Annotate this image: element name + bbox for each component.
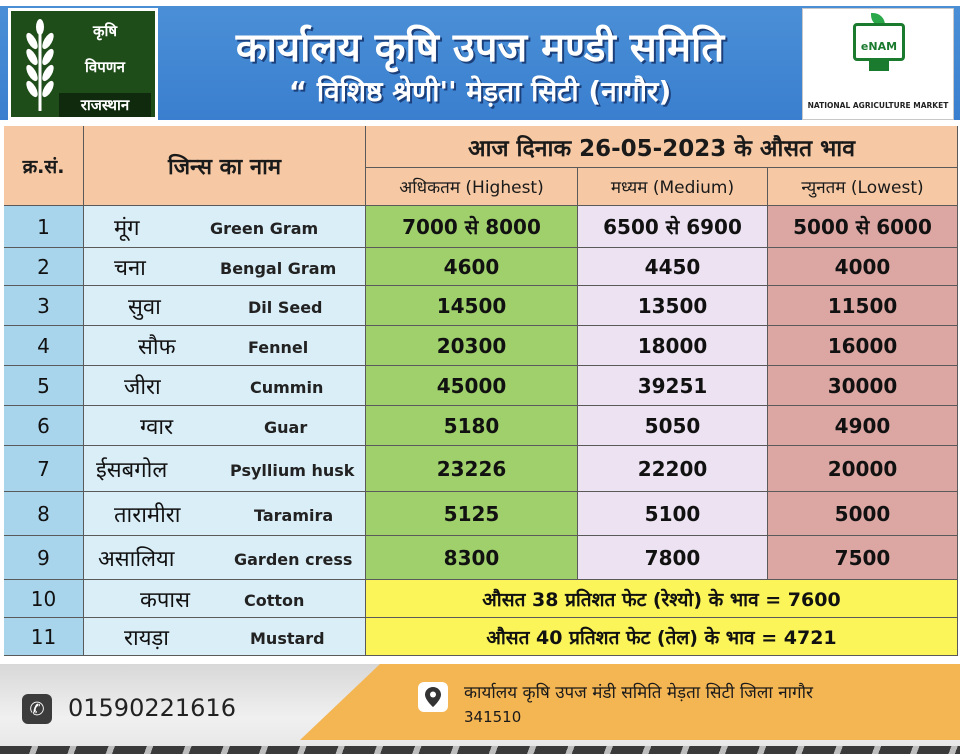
header-highest: अधिकतम (Highest): [366, 168, 578, 206]
lowest-price: 16000: [768, 326, 958, 366]
commodity-hindi-name: कपास: [140, 588, 190, 613]
lowest-price: 30000: [768, 366, 958, 406]
highest-price: 4600: [366, 248, 578, 286]
commodity-hindi-name: सुवा: [128, 295, 161, 320]
serial-number: 4: [4, 326, 84, 366]
medium-price: 5050: [578, 406, 768, 446]
monitor-stand: [869, 61, 889, 71]
commodity-english-name: Cummin: [250, 378, 324, 397]
commodity-name-cell: [84, 248, 366, 286]
commodity-english-name: Taramira: [254, 506, 334, 525]
lowest-price: 7500: [768, 536, 958, 580]
page-title: कार्यालय कृषि उपज मण्डी समिति: [235, 25, 725, 71]
commodity-name-cell: [84, 618, 366, 656]
highest-price: 20300: [366, 326, 578, 366]
enam-mark: eNAM: [860, 40, 898, 53]
commodity-hindi-name: असालिया: [98, 547, 175, 572]
medium-price: 5100: [578, 492, 768, 536]
header-commodity-name: जिन्स का नाम: [84, 126, 366, 206]
commodity-english-name: Psyllium husk: [230, 461, 355, 480]
lowest-price: 5000 से 6000: [768, 206, 958, 248]
medium-price: 7800: [578, 536, 768, 580]
header: [0, 0, 960, 126]
serial-number: 3: [4, 286, 84, 326]
commodity-name-cell: [84, 326, 366, 366]
highest-price: 23226: [366, 446, 578, 492]
commodity-english-name: Guar: [264, 418, 308, 437]
commodity-english-name: Green Gram: [210, 219, 319, 238]
location-pin-icon: [418, 682, 448, 712]
commodity-hindi-name: मूंग: [114, 216, 140, 241]
monitor-icon: [853, 23, 905, 61]
medium-price: 18000: [578, 326, 768, 366]
bottom-stripes: [0, 746, 960, 754]
highest-price: 7000 से 8000: [366, 206, 578, 248]
commodity-hindi-name: रायड़ा: [124, 626, 169, 651]
lowest-price: 4900: [768, 406, 958, 446]
serial-number: 8: [4, 492, 84, 536]
serial-number: 5: [4, 366, 84, 406]
lowest-price: 4000: [768, 248, 958, 286]
commodity-name-cell: [84, 536, 366, 580]
commodity-name-cell: [84, 206, 366, 248]
commodity-hindi-name: सौफ: [138, 335, 176, 360]
highest-price: 14500: [366, 286, 578, 326]
address-line-1: कार्यालय कृषि उपज मंडी समिति मेड़ता सिटी जिला नागौर: [464, 683, 813, 703]
medium-price: 22200: [578, 446, 768, 492]
medium-price: 13500: [578, 286, 768, 326]
wheat-icon: [17, 17, 63, 113]
commodity-name-cell: [84, 286, 366, 326]
enam-full-name: NATIONAL AGRICULTURE MARKET: [807, 101, 949, 110]
address-line-2: 341510: [464, 708, 522, 726]
commodity-english-name: Cotton: [244, 591, 305, 610]
commodity-hindi-name: चना: [114, 256, 146, 281]
logo-text-rajasthan: राजस्थान: [59, 93, 151, 117]
medium-price: 4450: [578, 248, 768, 286]
commodity-english-name: Garden cress: [234, 550, 353, 569]
commodity-name-cell: [84, 406, 366, 446]
logo-text-krishi: कृषि: [92, 22, 118, 40]
enam-logo: [802, 8, 954, 120]
highest-price: 45000: [366, 366, 578, 406]
serial-number: 6: [4, 406, 84, 446]
serial-number: 7: [4, 446, 84, 492]
average-fat-price: औसत 38 प्रतिशत फेट (रेश्यो) के भाव = 7600: [366, 580, 958, 618]
logo-text-vipanan: विपणन: [85, 58, 125, 76]
commodity-english-name: Fennel: [248, 338, 309, 357]
price-table: [4, 126, 958, 664]
commodity-name-cell: [84, 446, 366, 492]
commodity-name-cell: [84, 580, 366, 618]
header-serial: क्र.सं.: [4, 126, 84, 206]
serial-number: 9: [4, 536, 84, 580]
commodity-hindi-name: ग्वार: [140, 415, 174, 440]
serial-number: 10: [4, 580, 84, 618]
header-medium: मध्यम (Medium): [578, 168, 768, 206]
commodity-english-name: Mustard: [250, 629, 325, 648]
commodity-hindi-name: तारामीरा: [114, 503, 181, 528]
page-subtitle: “ विशिष्ठ श्रेणी'' मेड़ता सिटी (नागौर): [288, 75, 672, 108]
serial-number: 1: [4, 206, 84, 248]
commodity-name-cell: [84, 492, 366, 536]
lowest-price: 11500: [768, 286, 958, 326]
phone-icon: ✆: [22, 694, 52, 724]
lowest-price: 20000: [768, 446, 958, 492]
highest-price: 8300: [366, 536, 578, 580]
commodity-english-name: Bengal Gram: [220, 259, 337, 278]
header-lowest: न्युनतम (Lowest): [768, 168, 958, 206]
header-rate-date: आज दिनाक 26-05-2023 के औसत भाव: [366, 126, 958, 168]
serial-number: 11: [4, 618, 84, 656]
footer: [0, 664, 960, 754]
commodity-hindi-name: ईसबगोल: [96, 458, 168, 483]
krishi-vipanan-logo: [8, 8, 158, 120]
commodity-english-name: Dil Seed: [248, 298, 323, 317]
highest-price: 5125: [366, 492, 578, 536]
commodity-hindi-name: जीरा: [124, 375, 161, 400]
lowest-price: 5000: [768, 492, 958, 536]
phone-number: 01590221616: [68, 694, 236, 722]
highest-price: 5180: [366, 406, 578, 446]
average-fat-price: औसत 40 प्रतिशत फेट (तेल) के भाव = 4721: [366, 618, 958, 656]
commodity-name-cell: [84, 366, 366, 406]
medium-price: 6500 से 6900: [578, 206, 768, 248]
medium-price: 39251: [578, 366, 768, 406]
serial-number: 2: [4, 248, 84, 286]
